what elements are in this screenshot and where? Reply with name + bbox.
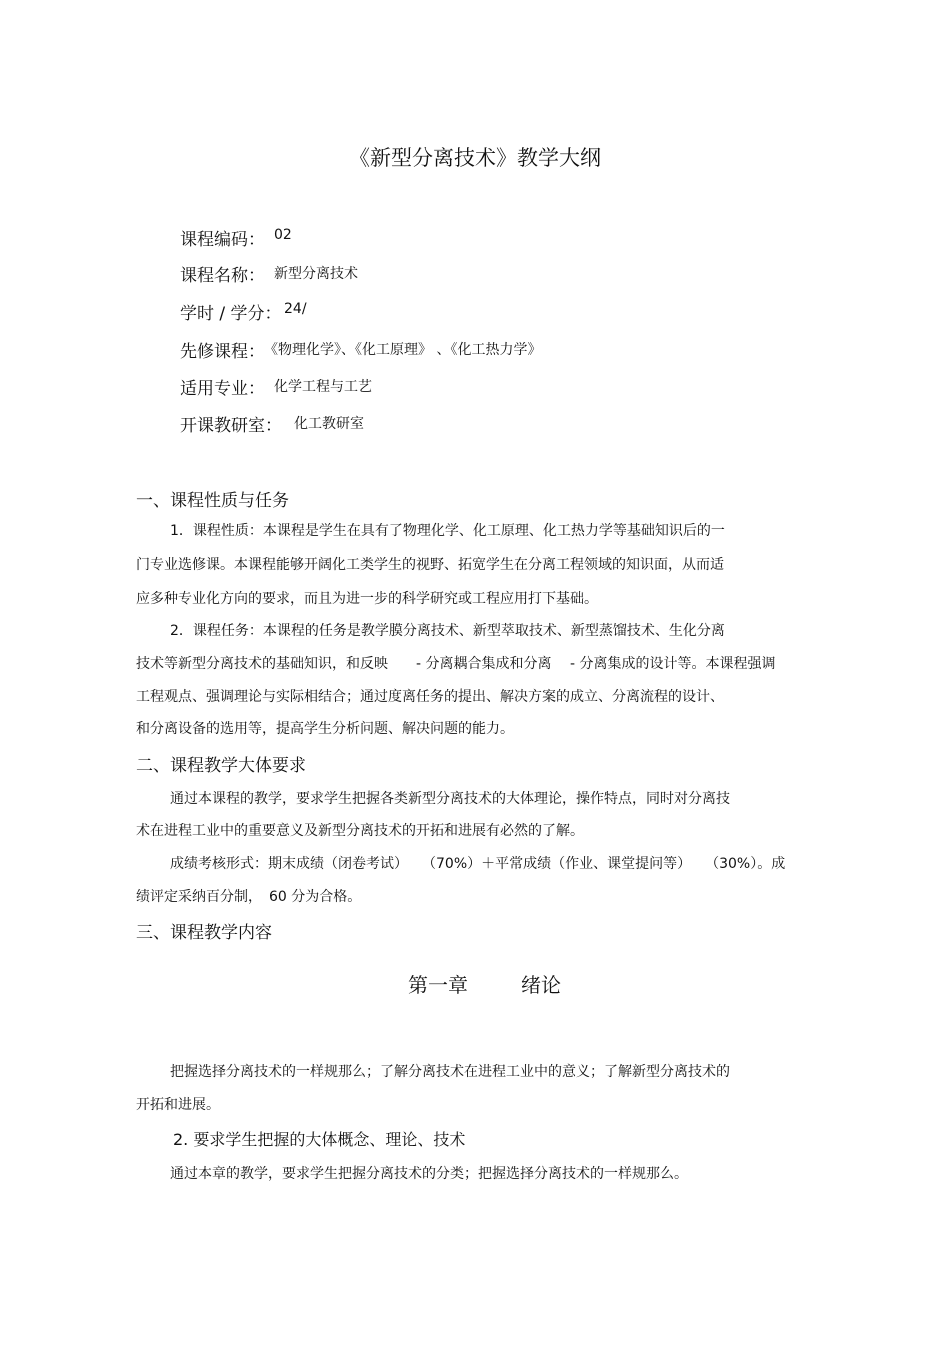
meta-label-name: 课程名称：: [180, 266, 265, 286]
meta-value-major: 化学工程与工艺: [274, 379, 372, 395]
paragraph-line: 通过本课程的教学，要求学生把握各类新型分离技术的大体理论，操作特点，同时对分离技: [170, 791, 730, 807]
paragraph-line: 工程观点、强调理论与实际相结合；通过度离任务的提出、解决方案的成立、分离流程的设计、: [136, 689, 724, 705]
meta-label-prereq: 先修课程：: [180, 342, 265, 362]
paragraph-line: 应多种专业化方向的要求，而且为进一步的科学研究或工程应用打下基础。: [136, 591, 598, 607]
paragraph-line: 把握选择分离技术的一样规那么；了解分离技术在进程工业中的意义；了解新型分离技术的: [170, 1064, 730, 1080]
paragraph-line: 和分离设备的选用等，提高学生分析问题、解决问题的能力。: [136, 721, 514, 737]
meta-label-hours: 学时 / 学分：: [180, 304, 282, 324]
chapter-number: 第一章: [408, 973, 468, 997]
meta-value-name: 新型分离技术: [274, 266, 358, 282]
meta-label-dept: 开课教研室：: [180, 416, 282, 436]
page-title: 《新型分离技术》教学大纲: [349, 146, 601, 170]
meta-label-major: 适用专业：: [180, 379, 265, 399]
subsection-heading: 2. 要求学生把握的大体概念、理论、技术: [173, 1130, 466, 1149]
meta-value-code: 02: [274, 227, 292, 243]
paragraph-line: 技术等新型分离技术的基础知识，和反映 - 分离耦合集成和分离 - 分离集成的设计等。本课程强调: [136, 656, 776, 672]
section-heading-2: 二、课程教学大体要求: [136, 756, 306, 776]
paragraph-line: 1．课程性质：本课程是学生在具有了物理化学、化工原理、化工热力学等基础知识后的一: [170, 523, 725, 539]
paragraph-line: 通过本章的教学，要求学生把握分离技术的分类；把握选择分离技术的一样规那么。: [170, 1166, 688, 1182]
paragraph-line: 门专业选修课。本课程能够开阔化工类学生的视野、拓宽学生在分离工程领域的知识面，从而适: [136, 557, 724, 573]
paragraph-line: 2．课程任务：本课程的任务是教学膜分离技术、新型萃取技术、新型蒸馏技术、生化分离: [170, 623, 725, 639]
paragraph-line: 成绩考核形式：期末成绩（闭卷考试） （70%）＋平常成绩（作业、课堂提问等） （30%）。成: [170, 856, 786, 872]
section-heading-1: 一、课程性质与任务: [136, 491, 289, 511]
chapter-title: 绪论: [521, 973, 561, 997]
paragraph-line: 开拓和进展。: [136, 1097, 220, 1113]
meta-value-prereq: 《物理化学》、《化工原理》 、《化工热力学》: [264, 342, 542, 358]
paragraph-line: 绩评定采纳百分制， 60 分为合格。: [136, 889, 362, 905]
meta-value-dept: 化工教研室: [294, 416, 364, 432]
meta-label-code: 课程编码：: [180, 230, 265, 250]
meta-value-hours: 24/: [284, 301, 307, 317]
section-heading-3: 三、课程教学内容: [136, 923, 272, 943]
paragraph-line: 术在进程工业中的重要意义及新型分离技术的开拓和进展有必然的了解。: [136, 823, 584, 839]
